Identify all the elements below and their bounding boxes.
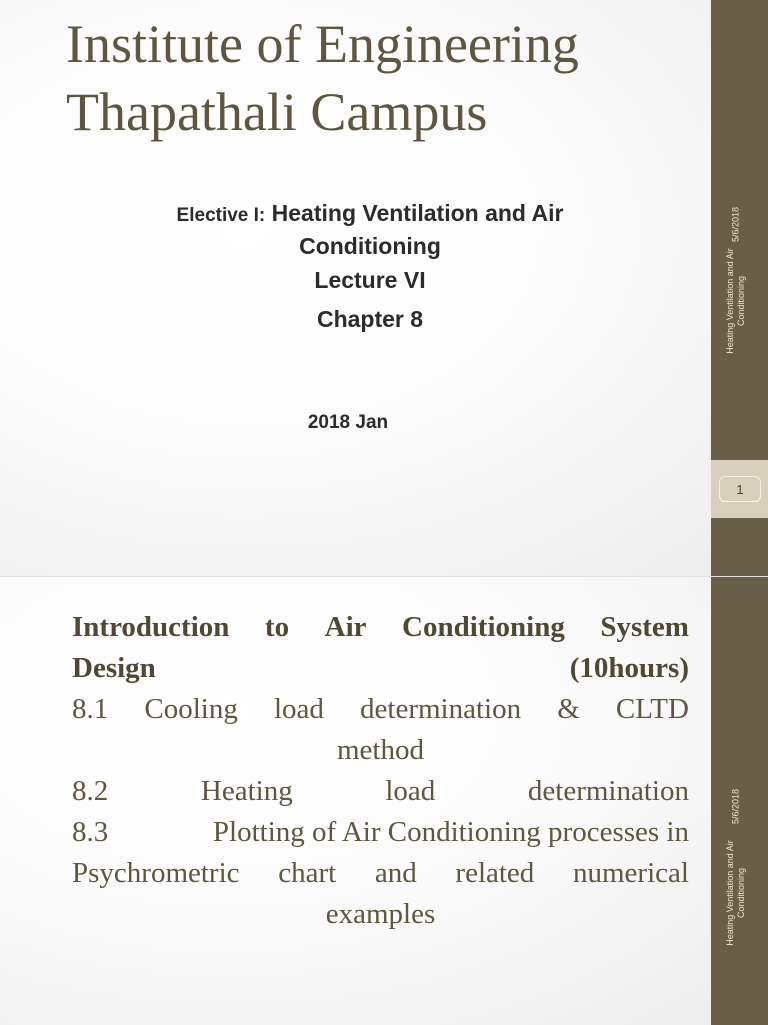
sidebar-date: 5/6/2018	[730, 788, 741, 825]
lecture-label: Lecture VI	[314, 267, 426, 293]
slide-title	[66, 10, 706, 146]
item-2-line-1	[72, 771, 689, 812]
sidebar-date: 5/6/2018	[730, 206, 741, 243]
item-word: examples	[325, 898, 436, 930]
item-3-line-2	[72, 853, 689, 894]
heading-hours: (10hours)	[569, 652, 689, 684]
item-word: load	[273, 693, 324, 725]
item-word: 8.2	[72, 775, 109, 807]
item-3-line-1	[72, 812, 689, 853]
sidebar-title-line-2: Conditioning	[736, 867, 746, 919]
elective-label: Elective I:	[176, 205, 266, 226]
item-word: 8.3	[72, 816, 109, 848]
item-word: numerical	[573, 857, 689, 889]
item-word: and	[374, 857, 417, 889]
item-word: Cooling	[144, 693, 238, 725]
sidebar-title-line-1: Heating Ventilation and Air	[725, 248, 735, 354]
slide-2	[0, 576, 768, 1025]
slide-subtitle	[100, 198, 640, 339]
item-1-line-1	[72, 689, 689, 730]
slide-title-line-1: Institute of Engineering	[66, 14, 579, 74]
page-number-box	[711, 460, 768, 518]
heading-line-1	[72, 607, 689, 648]
heading-word: Air	[324, 611, 367, 643]
item-3-line-3	[72, 894, 689, 935]
item-word: 8.1	[72, 693, 109, 725]
item-word: determination	[527, 775, 689, 807]
item-1-line-2	[72, 730, 689, 771]
item-word: Psychrometric	[72, 857, 240, 889]
page-number: 1	[719, 476, 761, 502]
item-word: CLTD	[615, 693, 689, 725]
heading-word: System	[600, 611, 689, 643]
sidebar-title	[725, 237, 747, 365]
sidebar-title-line-1: Heating Ventilation and Air	[725, 840, 735, 946]
course-title-part-1: Heating Ventilation and Air	[271, 200, 564, 226]
item-word: Heating	[200, 775, 293, 807]
item-word: chart	[278, 857, 337, 889]
sidebar-title	[725, 829, 747, 957]
item-word: method	[337, 734, 424, 766]
item-word: &	[557, 693, 580, 725]
chapter-label: Chapter 8	[316, 306, 424, 332]
heading-word: Conditioning	[402, 611, 565, 643]
course-title-part-2: Conditioning	[299, 233, 441, 259]
heading-word: to	[264, 611, 290, 643]
heading-line-2	[72, 648, 689, 689]
slide-title-line-2: Thapathali Campus	[66, 82, 488, 142]
item-word: load	[385, 775, 436, 807]
slide-date: 2018 Jan	[307, 412, 389, 433]
item-word: related	[455, 857, 535, 889]
heading-word: Introduction	[72, 611, 230, 643]
item-word: determination	[360, 693, 522, 725]
heading-word: Design	[72, 652, 156, 684]
sidebar-title-line-2: Conditioning	[736, 275, 746, 327]
slide-content	[72, 607, 689, 935]
item-word: Plotting of Air Conditioning processes in	[212, 816, 689, 848]
